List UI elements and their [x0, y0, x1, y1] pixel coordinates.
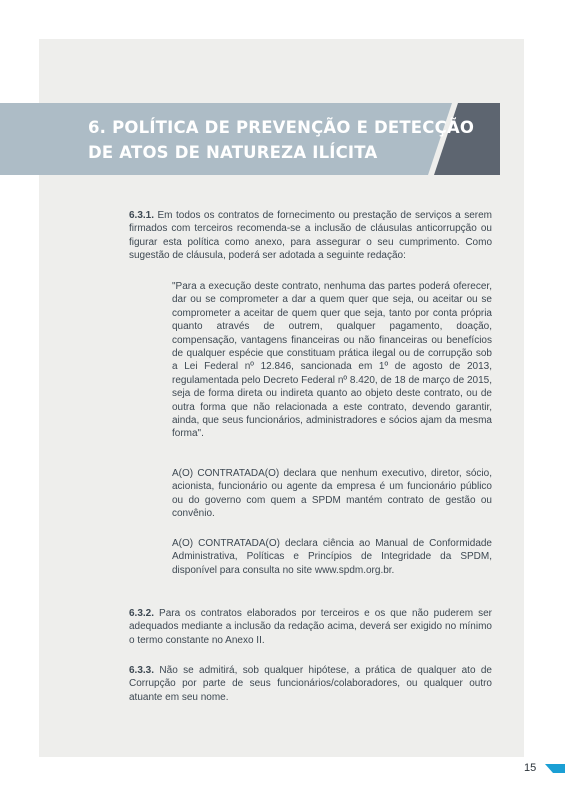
- section-text: Para os contratos elaborados por terceiros e os que não puderem ser adequados mediante a inclusão da redação acima, deverá ser exigido no mínimo o termo constante no Anexo II.: [129, 608, 493, 646]
- clause-awareness: [172, 537, 492, 577]
- section-number: 6.3.1.: [129, 210, 155, 221]
- page-number: 15: [524, 762, 537, 774]
- section-text: Não se admitirá, sob qualquer hipótese, a prática de qualquer ato de Corrupção por parte de seus funcionários/colaboradores, ou qualquer outro atuante em seu nome.: [129, 665, 492, 703]
- section-text: Em todos os contratos de fornecimento ou prestação de serviços a serem firmados com terceiros recomenda-se a inclusão de cláusulas anticorrupção ou figurar esta política como anexo, para assegurar o seu cumprimento. Como sugestão de cláusula, poderá ser adotada a seguinte redação:: [129, 210, 492, 262]
- section-6-3-2: [129, 607, 492, 647]
- clause-declaration: [172, 467, 492, 521]
- clause-quote-text: "Para a execução deste contrato, nenhuma das partes poderá oferecer, dar ou se comprometer a dar a quem quer que seja, ou aceitar ou se comprometer a aceitar de quem quer que seja, tanto por conta própria quanto através de outrem, qualquer pagamento, doação, compensação, vantagens financeiras ou não financeiras ou benefícios de qualquer espécie que constituam prática ilegal ou de corrupção sob a Lei Federal nº 12.846, sancionada em 1º de agosto de 2013, regulamentada pelo Decreto Federal nº 8.420, de 18 de março de 2015, seja de forma direta ou indireta quanto ao objeto deste contrato, ou de outra forma que não relacionada a este contrato, devendo garantir, ainda, que seus funcionários, administradores e sócios ajam da mesma forma".: [172, 281, 492, 440]
- section-6-3-1: [129, 209, 492, 263]
- clause-quote: [172, 280, 492, 441]
- page-title: [88, 115, 475, 165]
- clause-declaration-text: A(O) CONTRATADA(O) declara que nenhum executivo, diretor, sócio, acionista, funcionário ou agente da empresa é um funcionário público ou do governo com quem a SPDM mantém contrato de gestão ou convênio.: [172, 468, 492, 520]
- page-tab-marker: [545, 764, 565, 773]
- page-title-line-2: DE ATOS DE NATUREZA ILÍCITA: [88, 143, 378, 162]
- section-number: 6.3.3.: [129, 665, 155, 676]
- section-banner: [0, 103, 500, 175]
- clause-awareness-text: A(O) CONTRATADA(O) declara ciência ao Manual de Conformidade Administrativa, Políticas e Princípios de Integridade da SPDM, disponível para consulta no site www.spdm.org.br.: [172, 538, 492, 576]
- section-6-3-3: [129, 664, 492, 704]
- page-title-line-1: 6. POLÍTICA DE PREVENÇÃO E DETECÇÃO: [88, 118, 475, 137]
- section-number: 6.3.2.: [129, 608, 155, 619]
